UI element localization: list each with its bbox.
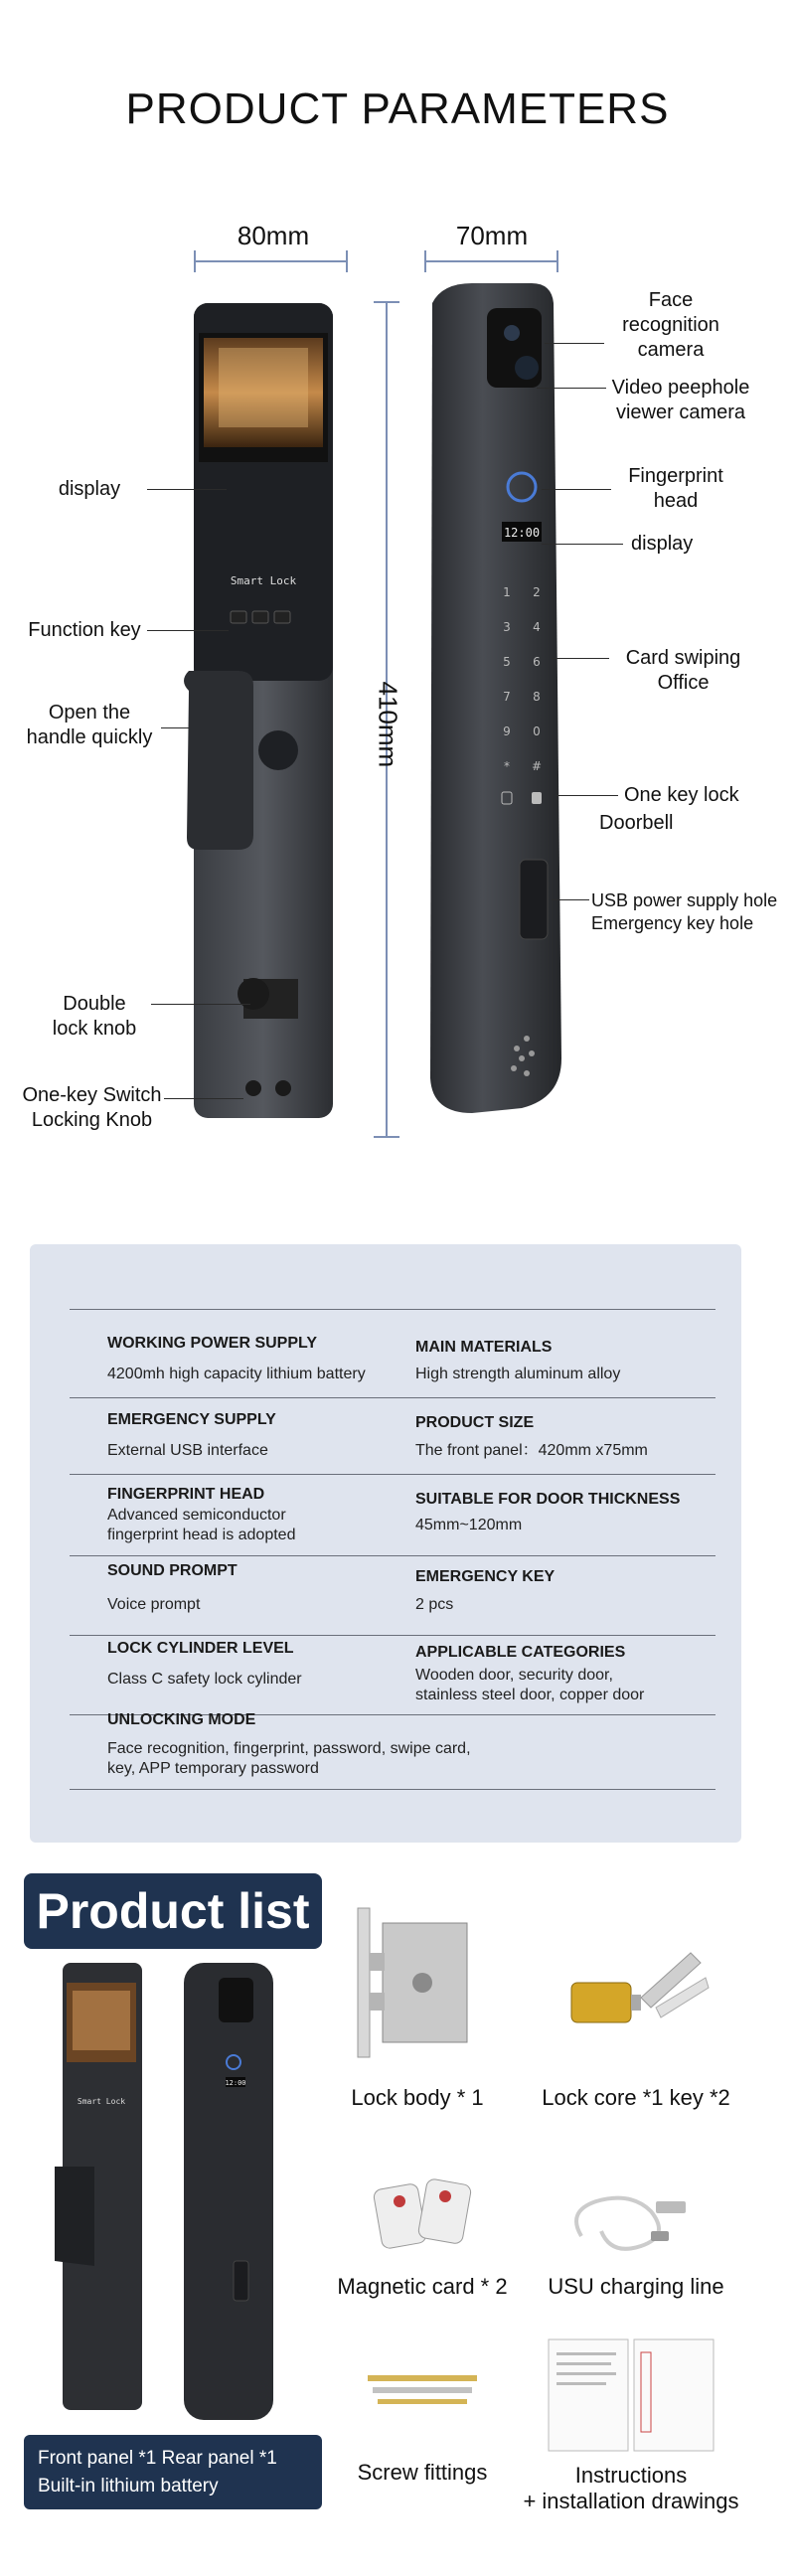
- product-list-screen-time: 12:00: [225, 2079, 246, 2087]
- magnetic-card-image: [368, 2157, 487, 2266]
- spec-value: Advanced semiconductor fingerprint head is adopted: [107, 1507, 296, 1543]
- leader-line: [552, 899, 589, 900]
- leader-line: [552, 658, 609, 659]
- front-screen-brand: Smart Lock: [230, 574, 297, 587]
- keypad-key[interactable]: 4: [533, 620, 541, 634]
- product-list-screen-brand: Smart Lock: [77, 2097, 126, 2106]
- callout-double-lock: Double lock knob: [52, 993, 137, 1040]
- width-back-label: 70mm: [455, 221, 529, 250]
- leader-line: [545, 343, 604, 344]
- spec-heading: SUITABLE FOR DOOR THICKNESS: [415, 1491, 681, 1508]
- product-list-footer: Front panel *1 Rear panel *1 Built-in lithium battery: [24, 2435, 322, 2509]
- dim-tick: [346, 250, 348, 272]
- width-front-line: [194, 260, 348, 262]
- spec-divider: [70, 1635, 716, 1636]
- spec-value: Class C safety lock cylinder: [107, 1671, 302, 1688]
- keypad-key[interactable]: 0: [533, 724, 541, 738]
- spec-heading: SOUND PROMPT: [107, 1562, 238, 1579]
- callout-doorbell: Doorbell: [599, 812, 674, 834]
- width-front-label: 80mm: [237, 221, 310, 250]
- spec-divider: [70, 1474, 716, 1475]
- callout-display-left: display: [58, 478, 121, 500]
- spec-value: Voice prompt: [107, 1596, 201, 1613]
- callout-usb-emergency: USB power supply hole Emergency key hole: [591, 890, 778, 933]
- spec-value: 45mm~120mm: [415, 1517, 523, 1533]
- page-title: PRODUCT PARAMETERS: [125, 84, 670, 133]
- dim-tick: [194, 250, 196, 272]
- callout-open-handle: Open the handle quickly: [26, 702, 153, 748]
- back-screen-time: 12:00: [503, 526, 541, 540]
- dim-tick: [424, 250, 426, 272]
- lock-body-image: [353, 1903, 482, 2062]
- spec-heading: EMERGENCY SUPPLY: [107, 1411, 276, 1428]
- leader-line: [542, 489, 611, 490]
- keypad-key[interactable]: 1: [503, 585, 511, 599]
- spec-heading: PRODUCT SIZE: [415, 1414, 535, 1431]
- spec-value: High strength aluminum alloy: [415, 1366, 621, 1382]
- keypad-key[interactable]: 3: [503, 620, 511, 634]
- leader-line: [542, 544, 623, 545]
- callout-card-swiping: Card swiping Office: [625, 647, 741, 694]
- screws-image: [358, 2355, 497, 2415]
- leader-line: [151, 1004, 250, 1005]
- spec-heading: EMERGENCY KEY: [415, 1568, 556, 1585]
- leader-line: [537, 388, 606, 389]
- spec-divider: [70, 1555, 716, 1556]
- callout-function-key: Function key: [28, 619, 141, 641]
- dim-tick: [556, 250, 558, 272]
- spec-value: The front panel：420mm x75mm: [415, 1442, 648, 1459]
- usb-cable-image: [561, 2181, 701, 2261]
- spec-divider: [70, 1789, 716, 1790]
- height-label: 410mm: [373, 681, 403, 768]
- leader-line: [147, 489, 227, 490]
- keypad-key[interactable]: 7: [503, 690, 511, 704]
- product-list-title: Product list: [24, 1873, 322, 1949]
- item-lock-body: Lock body * 1: [351, 2085, 484, 2110]
- callout-face-camera: Face recognition camera: [622, 289, 719, 361]
- keypad-key[interactable]: 5: [503, 655, 511, 669]
- spec-value: Wooden door, security door, stainless steel door, copper door: [415, 1667, 645, 1703]
- spec-heading: APPLICABLE CATEGORIES: [415, 1644, 626, 1661]
- front-lock-image: [149, 293, 358, 1138]
- item-magnetic-card: Magnetic card * 2: [337, 2274, 508, 2299]
- leader-line: [164, 1098, 243, 1099]
- item-manual: Instructions + installation drawings: [523, 2463, 739, 2513]
- callout-display-right: display: [631, 533, 694, 555]
- keypad-key[interactable]: *: [504, 759, 510, 773]
- leader-line: [147, 630, 229, 631]
- spec-heading: WORKING POWER SUPPLY: [107, 1335, 317, 1352]
- spec-value: External USB interface: [107, 1442, 268, 1459]
- spec-divider: [70, 1397, 716, 1398]
- manual-image: [547, 2337, 716, 2455]
- leader-line: [556, 795, 618, 796]
- spec-divider: [70, 1309, 716, 1310]
- keypad-key[interactable]: 6: [533, 655, 541, 669]
- spec-heading: LOCK CYLINDER LEVEL: [107, 1640, 294, 1657]
- back-lock-image: [402, 283, 581, 1138]
- callout-one-key-switch: One-key Switch Locking Knob: [22, 1084, 162, 1131]
- dim-tick: [374, 1136, 399, 1138]
- spec-heading: UNLOCKING MODE: [107, 1711, 256, 1728]
- product-list-lock-image: [55, 1963, 313, 2430]
- keypad-key[interactable]: #: [531, 759, 543, 773]
- width-back-line: [424, 260, 558, 262]
- spec-value: Face recognition, fingerprint, password, swipe card, key, APP temporary password: [107, 1740, 471, 1777]
- keypad-key[interactable]: 8: [533, 690, 541, 704]
- keypad-key[interactable]: 2: [533, 585, 541, 599]
- callout-video-camera: Video peephole viewer camera: [611, 377, 750, 423]
- spec-value: 2 pcs: [415, 1596, 454, 1613]
- item-usb-cable: USU charging line: [548, 2274, 724, 2299]
- item-screws: Screw fittings: [357, 2460, 488, 2485]
- keypad-key[interactable]: 9: [503, 724, 511, 738]
- spec-value: 4200mh high capacity lithium battery: [107, 1366, 366, 1382]
- lock-core-image: [561, 1923, 711, 2042]
- callout-fingerprint: Fingerprint head: [628, 465, 723, 512]
- spec-heading: FINGERPRINT HEAD: [107, 1486, 265, 1503]
- spec-heading: MAIN MATERIALS: [415, 1339, 553, 1356]
- dim-tick: [374, 301, 399, 303]
- callout-one-key-lock: One key lock: [624, 784, 739, 806]
- item-lock-core: Lock core *1 key *2: [542, 2085, 730, 2110]
- leader-line: [161, 727, 189, 728]
